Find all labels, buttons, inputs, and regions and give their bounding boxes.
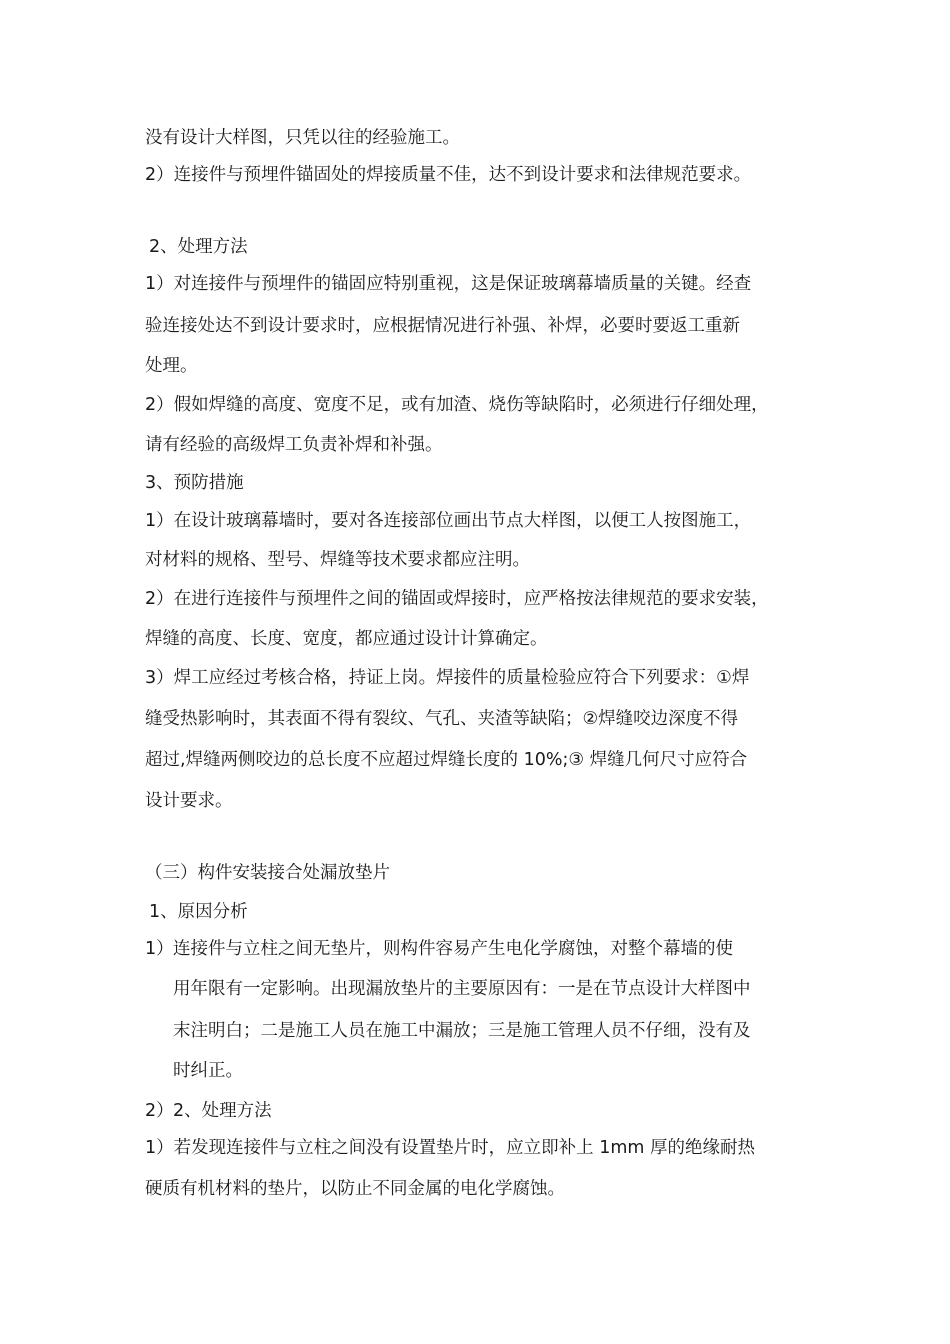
paragraph-line: 缝受热影响时，其表面不得有裂纹、气孔、夹渣等缺陷；②焊缝咬边深度不得	[145, 709, 739, 729]
paragraph-line: 末注明白；二是施工人员在施工中漏放；三是施工管理人员不仔细，没有及	[173, 1021, 751, 1041]
paragraph-line: 1）若发现连接件与立柱之间没有设置垫片时，应立即补上 1mm 厚的绝缘耐热	[145, 1138, 755, 1158]
list-marker: 1）	[145, 939, 174, 959]
paragraph-line: 2）假如焊缝的高度、宽度不足，或有加渣、烧伤等缺陷时，必须进行仔细处理，	[145, 395, 769, 415]
paragraph-line: 时纠正。	[173, 1061, 243, 1081]
paragraph-line: 验连接处达不到设计要求时，应根据情况进行补强、补焊，必要时要返工重新	[145, 316, 740, 336]
paragraph-line: 对材料的规格、型号、焊缝等技术要求都应注明。	[145, 550, 530, 570]
section-heading: 1、原因分析	[149, 902, 248, 922]
list-item-text: 连接件与立柱之间无垫片，则构件容易产生电化学腐蚀，对整个幕墙的使	[173, 939, 733, 959]
paragraph-line: 2）连接件与预埋件锚固处的焊接质量不佳，达不到设计要求和法律规范要求。	[145, 165, 752, 185]
list-item	[145, 937, 733, 961]
list-item-text: 2、处理方法	[173, 1101, 272, 1121]
chapter-heading: （三）构件安装接合处漏放垫片	[145, 863, 390, 883]
paragraph-line: 用年限有一定影响。出现漏放垫片的主要原因有：一是在节点设计大样图中	[173, 979, 751, 999]
section-heading: 2、处理方法	[149, 237, 248, 257]
paragraph-line: 处理。	[145, 356, 198, 376]
paragraph-line: 硬质有机材料的垫片，以防止不同金属的电化学腐蚀。	[145, 1179, 565, 1199]
paragraph-line: 焊缝的高度、长度、宽度，都应通过设计计算确定。	[145, 629, 548, 649]
paragraph-line: 2）在进行连接件与预埋件之间的锚固或焊接时，应严格按法律规范的要求安装，	[145, 589, 769, 609]
list-item	[145, 1099, 272, 1123]
paragraph-line: 没有设计大样图，只凭以往的经验施工。	[145, 128, 460, 148]
paragraph-line: 请有经验的高级焊工负责补焊和补强。	[145, 435, 443, 455]
list-marker: 2）	[145, 1101, 174, 1121]
section-heading: 3、预防措施	[145, 473, 244, 493]
paragraph-line: 1）在设计玻璃幕墙时，要对各连接部位画出节点大样图，以便工人按图施工，	[145, 511, 752, 531]
paragraph-line: 1）对连接件与预埋件的锚固应特别重视，这是保证玻璃幕墙质量的关键。经查	[145, 274, 752, 294]
paragraph-line: 3）焊工应经过考核合格，持证上岗。焊接件的质量检验应符合下列要求：①焊	[145, 668, 750, 688]
paragraph-line: 超过,焊缝两侧咬边的总长度不应超过焊缝长度的 10%;③ 焊缝几何尺寸应符合	[145, 750, 748, 770]
paragraph-line: 设计要求。	[145, 791, 233, 811]
